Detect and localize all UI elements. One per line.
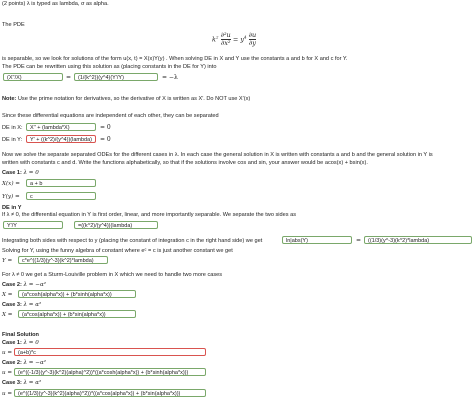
pde-equals: = xyxy=(232,35,239,44)
case3-title: Case 3: xyxy=(2,302,22,308)
now-line-2: written with constants c and d. Write the functions alphabetically, so that if the solutions involve cos and sin, your answer would be acos(x) + bsin(x). xyxy=(2,160,368,166)
sturm-text: For λ ≠ 0 we get a Sturm-Louiville problem in X which we need to handle two more cases xyxy=(2,272,223,278)
case1-x-input[interactable]: a + b xyxy=(26,179,96,187)
integrate-text: Integrating both sides with respect to y (placing the constant of integration c in the right hand side) we get xyxy=(2,238,263,244)
final-case1-label: u = xyxy=(2,350,13,356)
pde-rhs-coef: y xyxy=(240,35,245,44)
integrate-right-input[interactable]: ((1/3)(y^-3)(k^2)*lambda) xyxy=(364,236,472,244)
final-case3-input[interactable]: (e^((1/3)(y^-3)(k^2)(alpha)^2))*((a*cos(alpha*x)) + (b*sin(alpha*x))) xyxy=(14,389,206,397)
final-case2-title: Case 2: xyxy=(2,360,22,366)
case2-condition: λ = −α² xyxy=(23,282,46,288)
pde-rhs-den: ∂y xyxy=(248,39,256,47)
final-case2-label: u = xyxy=(2,370,13,376)
case3-x-label: X = xyxy=(2,312,13,318)
case1-title: Case 1: xyxy=(2,170,22,176)
final-case1-condition: λ = 0 xyxy=(23,340,39,346)
final-case2-heading xyxy=(2,360,46,367)
de-x-input[interactable]: X'' + (lambda*X) xyxy=(26,123,96,131)
pde-lhs-coef: k xyxy=(212,35,216,44)
case2-title: Case 2: xyxy=(2,282,22,288)
solving-text: Solving for Y, using the funny algebra of constant where eᶜ = c is just another constant we get xyxy=(2,248,233,254)
de-in-y-y-input[interactable]: c*e^((1/3)(y^-3)(k^2)*lambda) xyxy=(18,256,108,264)
case2-x-input[interactable]: (a*cosh(alpha*x)) + (b*sinh(alpha*x)) xyxy=(18,290,136,298)
de-in-y-left-input[interactable]: Y'/Y xyxy=(3,221,63,229)
final-title: Final Solution xyxy=(2,332,39,338)
integrate-equals: = xyxy=(356,237,362,244)
case1-y-input[interactable]: c xyxy=(26,192,96,200)
final-case3-label: u = xyxy=(2,391,13,397)
case3-condition: λ = α² xyxy=(23,302,42,308)
case1-y-label: Y(y) = xyxy=(2,194,20,200)
case1-x-label: X(x) = xyxy=(2,181,20,187)
de-y-label: DE in Y: xyxy=(2,137,23,143)
case1-condition: λ = 0 xyxy=(23,170,39,176)
pde-lhs-exp: 2 xyxy=(215,34,219,40)
rewrite-rhs: = −λ xyxy=(162,74,178,81)
final-case3-heading xyxy=(2,380,41,387)
pde-lhs-num: ∂²u xyxy=(220,31,231,39)
de-in-y-middle-input[interactable]: =((k^2)/(y^4))(lambda) xyxy=(74,221,158,229)
rewrite-left-input[interactable]: (X''/X) xyxy=(3,73,63,81)
de-in-y-desc: If λ ≠ 0, the differential equation in Y is first order, linear, and more importantly separable. We separate the two sides as xyxy=(2,212,297,218)
pde-rhs-fraction xyxy=(249,32,257,47)
separable-text: is separable, so we look for solutions of the form u(x, t) = X(x)Y(y) . When solving DE in X and Y use the constants a and b for X and c for Y. xyxy=(2,56,348,62)
note-text: Use the prime notation for derivatives, so the derivative of X is written as X′. Do NOT use X′(x) xyxy=(17,96,251,102)
de-x-label: DE in X: xyxy=(2,125,23,131)
problem-header: (2 points) λ is typed as lambda, σ as alpha. xyxy=(2,1,109,7)
case3-heading xyxy=(2,302,41,309)
de-in-y-title: DE in Y xyxy=(2,205,22,211)
pde-rhs-exp: 4 xyxy=(244,34,247,40)
integrate-left-input[interactable]: ln|abs(Y) xyxy=(282,236,352,244)
case2-heading xyxy=(2,282,46,289)
final-case3-title: Case 3: xyxy=(2,380,22,386)
rewrite-equals: = xyxy=(66,74,72,81)
de-y-input[interactable]: Y' + ((k^2)/(y^4))(lambda) xyxy=(26,135,96,143)
note-line xyxy=(2,96,250,103)
now-line-1: Now we solve the separate separated ODEs for the different cases in λ. In each case the general solution in X is written with constants a and b and the general solution in Y is xyxy=(2,152,433,158)
case3-x-input[interactable]: (a*cos(alpha*x)) + (b*sin(alpha*x)) xyxy=(18,310,136,318)
de-y-rhs: = 0 xyxy=(100,136,111,143)
note-label: Note: xyxy=(2,96,17,102)
pde-lhs-fraction xyxy=(221,32,231,47)
since-text: Since these differential equations are independent of each other, they can be separated xyxy=(2,113,219,119)
final-case1-title: Case 1: xyxy=(2,340,22,346)
case2-x-label: X = xyxy=(2,292,13,298)
de-in-y-y-label: Y = xyxy=(2,258,13,264)
final-case3-condition: λ = α² xyxy=(23,380,42,386)
rewrite-middle-input[interactable]: (1/(k^2))(y^4)(Y'/Y) xyxy=(74,73,158,81)
final-case1-input[interactable]: (a+b)*c xyxy=(14,348,206,356)
final-case2-condition: λ = −α² xyxy=(23,360,46,366)
pde-heading: The PDE xyxy=(2,22,25,28)
final-case1-heading xyxy=(2,340,39,347)
rewritten-text: The PDE can be rewritten using this solution as (placing constants in the DE for Y) into xyxy=(2,64,217,70)
pde-lhs-den: ∂x² xyxy=(220,39,231,47)
case1-heading xyxy=(2,170,39,177)
final-case2-input[interactable]: (e^((-1/3)(y^-3)(k^2)(alpha)^2))*((a*cosh(alpha*x)) + (b*sinh(alpha*x))) xyxy=(14,368,206,376)
pde-equation xyxy=(212,32,256,47)
de-x-rhs: = 0 xyxy=(100,124,111,131)
pde-rhs-num: ∂u xyxy=(248,31,257,39)
